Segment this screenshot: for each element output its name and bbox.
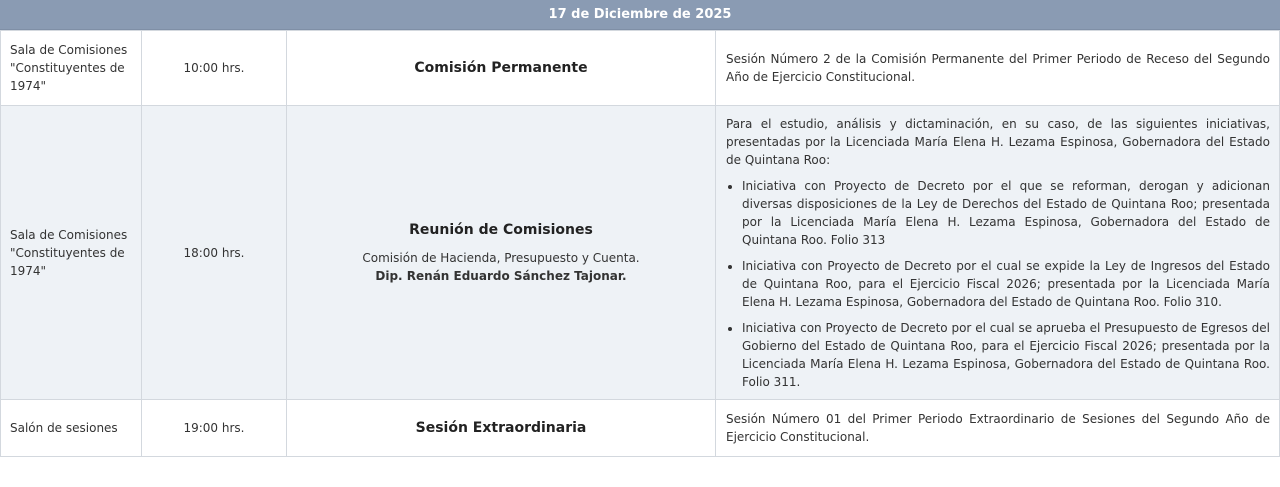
event-deputy: Dip. Renán Eduardo Sánchez Tajonar. [375, 268, 627, 283]
event-time: 19:00 hrs. [142, 400, 287, 457]
event-description: Sesión Número 2 de la Comisión Permanente del Primer Periodo de Receso del Segundo Año de Ejercicio Constitucional. [716, 31, 1280, 106]
event-title-cell [287, 31, 716, 106]
event-place: Sala de Comisiones "Constituyentes de 1974" [1, 31, 142, 106]
table-row [1, 400, 1280, 457]
event-description-intro: Para el estudio, análisis y dictaminación, en su caso, de las siguientes iniciativas, presentadas por la Licenciada María Elena H. Lezama Espinosa, Gobernadora del Estado de Quintana Roo: [726, 116, 1270, 167]
event-place: Sala de Comisiones "Constituyentes de 1974" [1, 106, 142, 400]
date-header [0, 0, 1280, 30]
list-item: • Iniciativa con Proyecto de Decreto por el que se reforman, derogan y adicionan diversas disposiciones de la Ley de Derechos del Estado de Quintana Roo; presentada por la Licenciada María Elena H. Lezama Espinosa, Gobernadora del Estado de Quintana Roo. Folio 313 [742, 177, 1270, 249]
event-place: Salón de sesiones [1, 400, 142, 457]
event-title: Reunión de Comisiones [409, 221, 593, 238]
table-row [1, 31, 1280, 106]
event-description-cell [716, 106, 1280, 400]
event-title-cell [287, 106, 716, 400]
event-title: Sesión Extraordinaria [415, 420, 587, 436]
event-title-cell [287, 400, 716, 457]
events-table [0, 30, 1280, 457]
event-description: Sesión Número 01 del Primer Periodo Extraordinario de Sesiones del Segundo Año de Ejercicio Constitucional. [716, 400, 1280, 457]
table-row [1, 106, 1280, 400]
initiatives-list [726, 177, 1270, 391]
event-time: 18:00 hrs. [142, 106, 287, 400]
list-item: • Iniciativa con Proyecto de Decreto por el cual se expide la Ley de Ingresos del Estado de Quintana Roo, para el Ejercicio Fiscal 2026; presentada por la Licenciada María Elena H. Lezama Espinosa, Gobernadora del Estado de Quintana Roo. Folio 310. [742, 257, 1270, 311]
date-header-label: 17 de Diciembre de 2025 [548, 7, 732, 22]
event-committee: Comisión de Hacienda, Presupuesto y Cuenta. [362, 250, 640, 265]
list-item: • Iniciativa con Proyecto de Decreto por el cual se aprueba el Presupuesto de Egresos del Gobierno del Estado de Quintana Roo, para el Ejercicio Fiscal 2026; presentada por la Licenciada María Elena H. Lezama Espinosa, Gobernadora del Estado de Quintana Roo. Folio 311. [742, 319, 1270, 391]
event-title: Comisión Permanente [414, 60, 588, 76]
event-time: 10:00 hrs. [142, 31, 287, 106]
